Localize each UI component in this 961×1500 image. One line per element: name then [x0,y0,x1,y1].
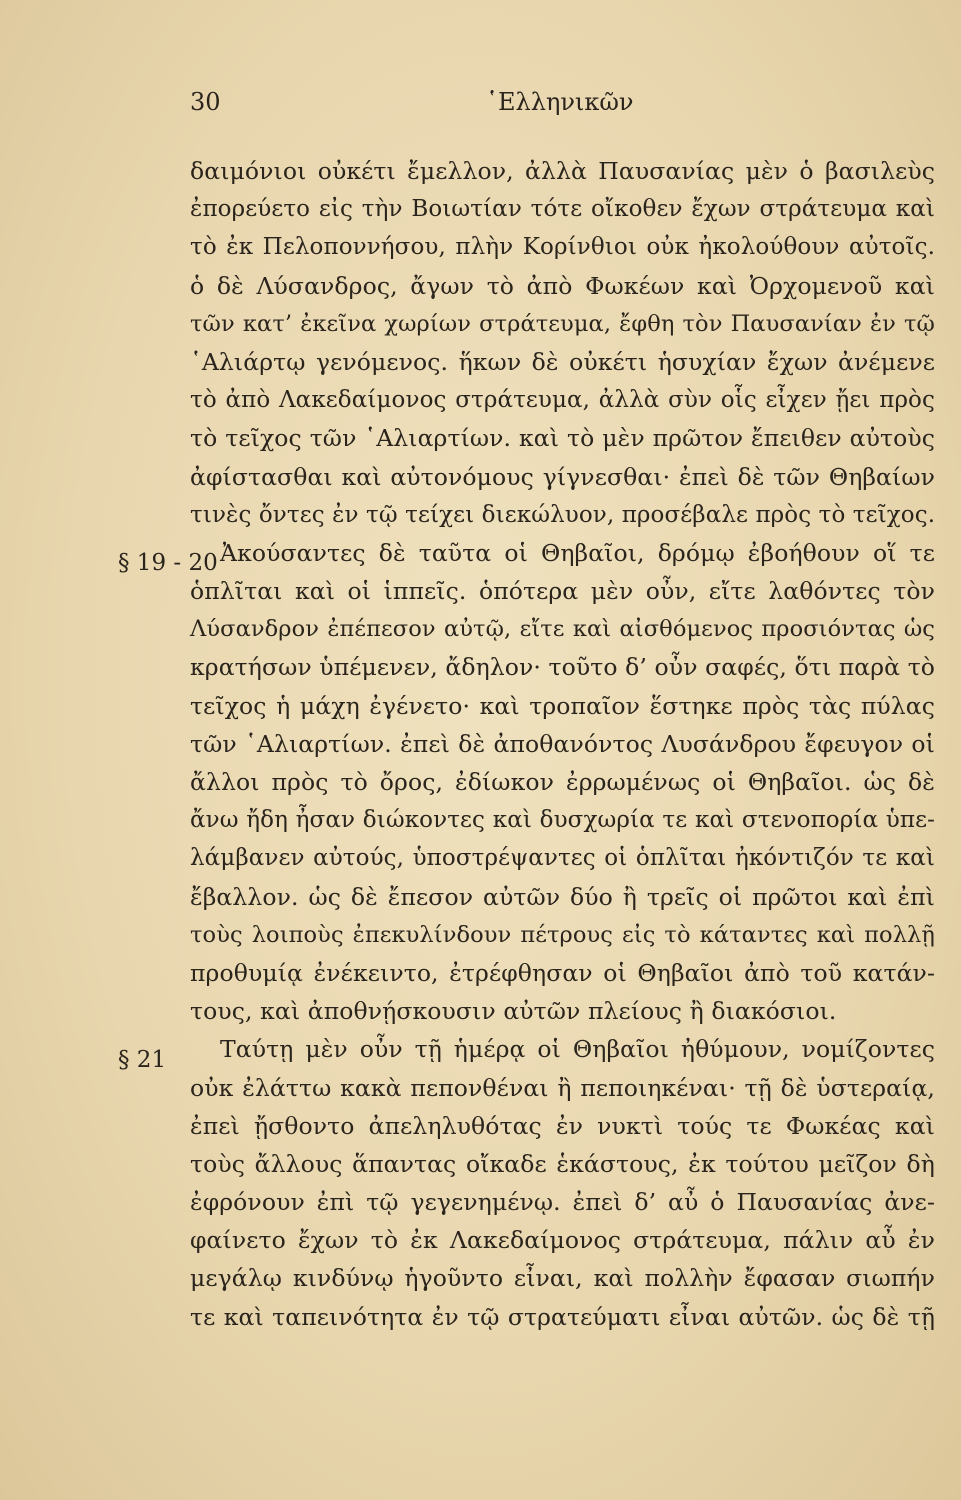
text-line: λάμβανεν αὐτούς, ὑποστρέψαντες οἱ ὁπλῖται ἠκόντιζόν τε καὶ [190,845,935,872]
text-line: τὸ τεῖχος τῶν ῾Αλιαρτίων. καὶ τὸ μὲν πρῶτον ἔπειθεν αὐτοὺς [190,424,935,453]
text-line: μεγάλῳ κινδύνῳ ἡγοῦντο εἶναι, καὶ πολλὴν ἔφασαν σιωπήν [190,1264,935,1293]
running-head [190,88,935,128]
text-line: δαιμόνιοι οὐκέτι ἔμελλον, ἀλλὰ Παυσανίας μὲν ὁ βασιλεὺς [190,157,935,185]
page-number: 30 [190,88,221,116]
text-line: ὁ δὲ Λύσανδρος, ἄγων τὸ ἀπὸ Φωκέων καὶ Ὀρχομενοῦ καὶ [190,271,935,300]
text-line: ῾Αλιάρτῳ γενόμενος. ἥκων δὲ οὐκέτι ἡσυχίαν ἔχων ἀνέμενε [190,347,935,376]
margin-note-section-19-20: § 19 - 20 [118,550,218,576]
text-line: φαίνετο ἔχων τὸ ἐκ Λακεδαίμονος στράτευμα, πάλιν αὖ ἐν [190,1226,935,1255]
text-line: τεῖχος ἡ μάχη ἐγένετο· καὶ τροπαῖον ἕστηκε πρὸς τὰς πύλας [190,691,935,720]
text-line: κρατήσων ὑπέμενεν, ἄδηλον· τοῦτο δ’ οὖν σαφές, ὅτι παρὰ τὸ [190,653,936,682]
text-line: ἔβαλλον. ὡς δὲ ἔπεσον αὐτῶν δύο ἢ τρεῖς οἱ πρῶτοι καὶ ἐπὶ [190,882,935,911]
text-line: τοὺς ἄλλους ἅπαντας οἴκαδε ἑκάστους, ἐκ τούτου μεῖζον δὴ [190,1149,935,1178]
body-text [190,152,935,1336]
text-line: ἐπορεύετο εἰς τὴν Βοιωτίαν τότε οἴκοθεν ἔχων στράτευμα καὶ [190,196,935,223]
text-line: ἄνω ἤδη ἦσαν διώκοντες καὶ δυσχωρία τε καὶ στενοπορία ὑπε- [190,807,935,834]
text-line: οὐκ ἐλάττω κακὰ πεπονθέναι ἢ πεποιηκέναι· τῇ δὲ ὑστεραίᾳ, [190,1073,935,1102]
text-line: τῶν κατ’ ἐκεῖνα χωρίων στράτευμα, ἔφθη τὸν Παυσανίαν ἐν τῷ [190,310,935,337]
text-line: ὁπλῖται καὶ οἱ ἱππεῖς. ὁπότερα μὲν οὖν, εἴτε λαθόντες τὸν [190,577,935,606]
margin-note-section-21: § 21 [118,1047,167,1073]
running-title: ῾Ελληνικῶν [486,88,634,116]
text-line: ἐφρόνουν ἐπὶ τῷ γεγενημένῳ. ἐπεὶ δ’ αὖ ὁ Παυσανίας ἀνε- [190,1188,935,1217]
text-line: τὸ ἀπὸ Λακεδαίμονος στράτευμα, ἀλλὰ σὺν οἷς εἶχεν ᾔει πρὸς [190,387,935,414]
text-line: ἄλλοι πρὸς τὸ ὄρος, ἐδίωκον ἐρρωμένως οἱ Θηβαῖοι. ὡς δὲ [190,768,935,796]
text-line: προθυμίᾳ ἐνέκειντο, ἐτρέφθησαν οἱ Θηβαῖοι ἀπὸ τοῦ κατάν- [190,958,935,987]
text-line: τὸ ἐκ Πελοποννήσου, πλὴν Κορίνθιοι οὐκ ἠκολούθουν αὐτοῖς. [190,234,935,261]
text-line: τους, καὶ ἀποθνῄσκουσιν αὐτῶν πλείους ἢ διακόσιοι. [190,997,837,1026]
text-line: τινὲς ὄντες ἐν τῷ τείχει διεκώλυον, προσέβαλε πρὸς τὸ τεῖχος. [190,501,936,528]
text-line: Λύσανδρον ἐπέπεσον αὐτῷ, εἴτε καὶ αἰσθόμενος προσιόντας ὡς [190,616,935,643]
text-line: ἀφίστασθαι καὶ αὐτονόμους γίγνεσθαι· ἐπεὶ δὲ τῶν Θηβαίων [190,462,935,491]
text-line: τε καὶ ταπεινότητα ἐν τῷ στρατεύματι εἶναι αὐτῶν. ὡς δὲ τῇ [190,1302,935,1331]
text-line: τοὺς λοιποὺς ἐπεκυλίνδουν πέτρους εἰς τὸ κάταντες καὶ πολλῇ [190,921,935,948]
text-line: Ταύτῃ μὲν οὖν τῇ ἡμέρᾳ οἱ Θηβαῖοι ἠθύμουν, νομίζοντες [220,1035,935,1064]
text-line: Ἀκούσαντες δὲ ταῦτα οἱ Θηβαῖοι, δρόμῳ ἐβοήθουν οἵ τε [220,538,935,567]
text-line: τῶν ῾Αλιαρτίων. ἐπεὶ δὲ ἀποθανόντος Λυσάνδρου ἔφευγον οἱ [190,729,935,758]
text-line: ἐπεὶ ᾔσθοντο ἀπεληλυθότας ἐν νυκτὶ τούς τε Φωκέας καὶ [190,1111,935,1140]
